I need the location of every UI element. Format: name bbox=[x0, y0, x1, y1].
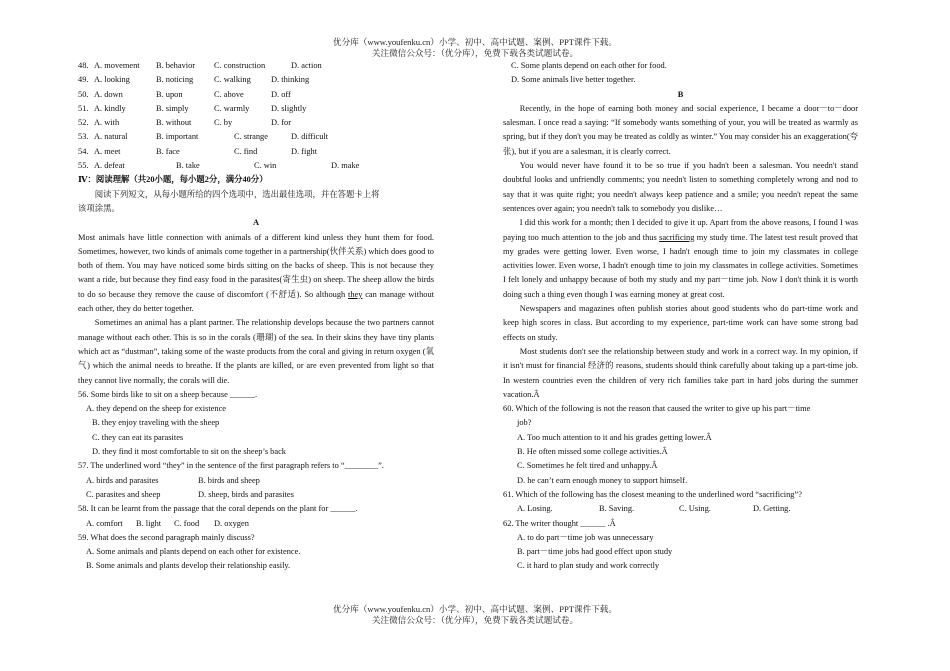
header-line-2: 关注微信公众号：（优分库），免费下载各类试题试卷。 bbox=[371, 47, 579, 58]
question-56-option-d[interactable]: D. they find it most comfortable to sit on the sheep’s back bbox=[92, 447, 286, 457]
question-57-options-cd bbox=[78, 488, 434, 502]
question-61-option-b[interactable]: B. Saving. bbox=[599, 504, 635, 514]
section-title: Ⅳ：阅读理解（共20小题，每小题2分，满分40分） bbox=[78, 175, 268, 185]
question-59-option-a[interactable]: A. Some animals and plants depend on each other for existence. bbox=[86, 547, 301, 557]
question-59-stem: 59. What does the second paragraph mainly discuss? bbox=[78, 532, 255, 542]
passage-b-paragraph-2: You would never have found it to be so true if you hadn't been a salesman. You needn't stand doubtful looks and unfriendly comments; you needn't listen to something completely wrong and nod to say that it was quite right; you needn't always keep patience and a smile; you needn't repeat the same sentences over again; you needn't talk to somebody you dislike… bbox=[503, 161, 858, 213]
passage-a-paragraph-2: Sometimes an animal has a plant partner. The relationship develops because the two partners cannot manage without each other. This is so in the corals (珊瑚) of the sea. In their skins they have tiny plants which act as “dustman”, taking some of the waste products from the coral and giving in return oxygen (氧气) which the animal needs to breathe. If the plants are killed, or are even prevented from light so that they cannot live normally, the corals will die. bbox=[78, 318, 434, 385]
question-62-option-a[interactable]: A. to do part－time job was unnecessary bbox=[517, 532, 654, 542]
underlined-they: they bbox=[348, 289, 363, 299]
question-60-stem-cont: job? bbox=[517, 418, 532, 428]
question-62-option-b[interactable]: B. part－time jobs had good effect upon study bbox=[517, 547, 673, 557]
question-57-option-a[interactable]: A. birds and parasites bbox=[86, 475, 159, 485]
passage-b-label: B bbox=[677, 89, 684, 99]
question-56-option-a[interactable]: A. they depend on the sheep for existence bbox=[86, 404, 226, 414]
question-58-option-d[interactable]: D. oxygen bbox=[214, 518, 249, 528]
passage-a-label: A bbox=[252, 218, 260, 228]
question-62-stem: 62. The writer thought ______ .Â bbox=[503, 518, 616, 528]
question-60-option-a[interactable]: A. Too much attention to it and his grades getting lower.Â bbox=[517, 432, 712, 442]
question-58-stem: 58. It can be learnt from the passage that the coral depends on the plant for ______. bbox=[78, 504, 358, 514]
passage-a-paragraph-1: Most animals have little connection with animals of a different kind unless they hunt them for food. Sometimes, however, two kinds of animals come together in a partnership(伙伴关系) which does good to both of them. You may have noticed some birds sitting on the backs of sheep. This is not because they want a ride, but because they find easy food in the parasites(寄生虫) on sheep. The sheep allow the birds to do so because they remove the cause of discomfort (不舒适). So although they can manage without each other, they do better together. bbox=[78, 232, 434, 314]
cloze-item: 49. A. looking B. noticing C. walking D. thinking bbox=[78, 75, 310, 85]
question-57-option-b[interactable]: B. birds and sheep bbox=[198, 475, 260, 485]
question-58-option-b[interactable]: B. light bbox=[136, 518, 162, 528]
question-59-option-c[interactable]: C. Some plants depend on each other for food. bbox=[511, 61, 667, 70]
section-instruction-cont: 该项涂黑。 bbox=[78, 203, 120, 213]
question-56-stem: 56. Some birds like to sit on a sheep because ______. bbox=[78, 389, 258, 399]
passage-b-paragraph-1: Recently, in the hope of earning both money and social experience, I became a door－to－door salesman. I once read a saying: “If somebody wants something of your, you will be treated as warmly as spring, but if they don't you may be treated as coldly as winter.” You may consider his an exaggeration(夸张), but if you are a salesman, it is clearly correct. bbox=[503, 103, 858, 156]
question-56-option-c[interactable]: C. they can eat its parasites bbox=[92, 432, 184, 442]
header-line-1: 优分库（www.youfenku.cn）小学、初中、高中试题、案例、PPT课件下载。 bbox=[333, 37, 617, 47]
question-61-options bbox=[503, 502, 858, 516]
question-58-option-c[interactable]: C. food bbox=[174, 518, 200, 528]
question-60-option-d[interactable]: D. he can’t earn enough money to support himself. bbox=[517, 475, 688, 485]
page-header bbox=[0, 37, 950, 58]
question-56-option-b[interactable]: B. they enjoy traveling with the sheep bbox=[92, 418, 220, 428]
question-60-stem: 60. Which of the following is not the reason that caused the writer to give up his part－time bbox=[503, 404, 811, 414]
question-57-stem: 57. The underlined word “they” in the sentence of the first paragraph refers to “________”. bbox=[78, 461, 384, 471]
footer-line-1: 优分库（www.youfenku.cn）小学、初中、高中试题、案例、PPT课件下载。 bbox=[333, 604, 617, 614]
question-61-option-c[interactable]: C. Using. bbox=[679, 504, 711, 514]
cloze-item: 52. A. with B. without C. by D. for bbox=[78, 118, 292, 128]
cloze-item: 53. A. natural B. important C. strange D. difficult bbox=[78, 132, 329, 142]
cloze-item: 51. A. kindly B. simply C. warmly D. slightly bbox=[78, 103, 307, 113]
underlined-sacrificing: sacrificing bbox=[659, 232, 695, 242]
question-60-option-b[interactable]: B. He often missed some college activities.Â bbox=[517, 447, 668, 457]
question-61-stem: 61. Which of the following has the closest meaning to the underlined word “sacrificing”? bbox=[503, 489, 802, 499]
question-57-option-d[interactable]: D. sheep, birds and parasites bbox=[198, 489, 294, 499]
question-60-option-c[interactable]: C. Sometimes he felt tired and unhappy.Â bbox=[517, 461, 658, 471]
question-61-option-a[interactable]: A. Losing. bbox=[517, 504, 553, 514]
passage-b-paragraph-4: Newspapers and magazines often publish stories about good students who do part-time work and keep high scores in class. But according to my experience, part-time work can have some strong bad effects on study. bbox=[503, 304, 858, 342]
cloze-item: 50. A. down B. upon C. above D. off bbox=[78, 89, 291, 99]
passage-b-paragraph-5: Most students don't see the relationship between study and work in a correct way. In my opinion, if it isn't must for financial 经济的 reasons, students should think carefully about taking up a part-time job. In western countries even the children of very rich families take part in hard jobs during the summer vacation.Â bbox=[503, 346, 858, 399]
cloze-item: 55. A. defeat B. take C. win D. make bbox=[78, 161, 360, 171]
footer-line-2: 关注微信公众号：（优分库），免费下载各类试题试卷。 bbox=[371, 614, 579, 625]
question-61-option-d[interactable]: D. Getting. bbox=[753, 504, 791, 514]
page-footer bbox=[0, 604, 950, 625]
question-57-option-c[interactable]: C. parasites and sheep bbox=[86, 489, 161, 499]
question-59-option-d[interactable]: D. Some animals live better together. bbox=[511, 75, 636, 85]
question-57-options-ab bbox=[78, 474, 434, 488]
question-59-option-b[interactable]: B. Some animals and plants develop their relationship easily. bbox=[86, 561, 291, 571]
question-58-options bbox=[78, 517, 434, 531]
right-column bbox=[503, 59, 858, 574]
section-instruction: 阅读下列短文，从每小题所给的四个选项中，选出最佳选项，并在答题卡上将 bbox=[94, 189, 380, 199]
question-62-option-c[interactable]: C. it hard to plan study and work correctly bbox=[517, 561, 660, 571]
cloze-item: 48. A. movement B. behavior C. construction D. action bbox=[78, 61, 322, 70]
cloze-item: 54. A. meet B. face C. find D. fight bbox=[78, 146, 318, 156]
question-58-option-a[interactable]: A. comfort bbox=[86, 518, 123, 528]
left-column bbox=[78, 59, 434, 574]
passage-b-paragraph-3: I did this work for a month; then I decided to give it up. Apart from the above reasons, I found I was paying too much attention to the job and thus sacrificing my study time. The latest test result proved that my grades were getting lower. Even worse, I hadn't enough time to join my classmates in college activities lower. Even worse, I hadn't enough time to join my classmates in college activities. Sometimes I felt lonely and unhappy because of both my study and my part－time job. Now I don't think it is worth doing such a thing even though I was earning money at great cost. bbox=[503, 218, 858, 299]
